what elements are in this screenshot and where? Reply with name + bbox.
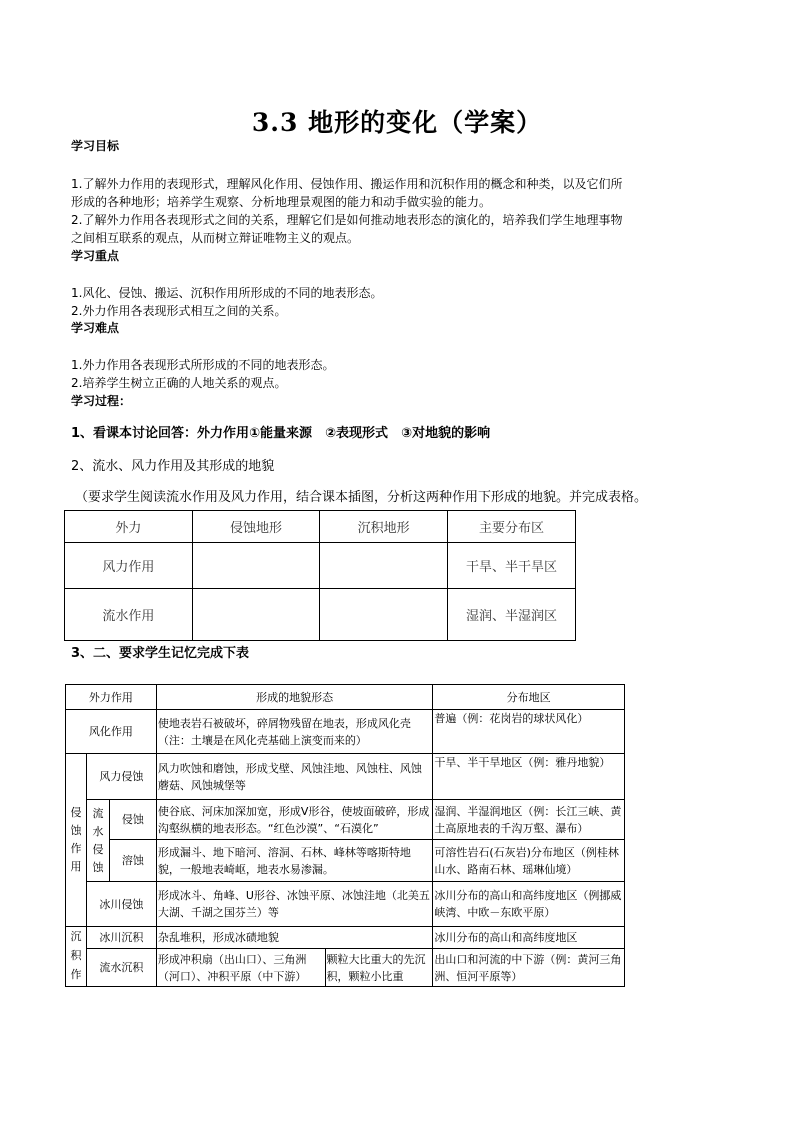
landform-table-2 [65,684,625,987]
table-cell: 湿润、半湿润区 [448,589,576,641]
difficulties-line-2: 2.培养学生树立正确的人地关系的观点。 [71,376,287,390]
table-header-cell: 外力 [65,511,193,543]
table-row [66,800,625,840]
table-header-cell: 形成的地貌形态 [156,685,432,710]
table-row [66,949,625,987]
water-deposition-label: 流水沉积 [86,949,156,987]
process-step-3: 3、二、要求学生记忆完成下表 [71,646,250,661]
key-points-line-2: 2.外力作用各表现形式相互之间的关系。 [71,304,287,318]
table-header-row [66,685,625,710]
goals-line-3: 2.了解外力作用各表现形式之间的关系，理解它们是如何推动地表形态的演化的，培养我们学生地理事物 [71,213,623,227]
page-title: 3.3 地形的变化（学案） [251,108,543,137]
goals-line-4: 之间相互联系的观点，从而树立辩证唯物主义的观点。 [71,231,360,245]
difficulties-heading: 学习难点 [71,321,120,335]
process-heading: 学习过程： [71,394,132,408]
water-deposition-landform-b: 颗粒大比重大的先沉积，颗粒小比重 [325,949,433,987]
table-cell: 流水作用 [65,589,193,641]
table-header-row [65,511,576,543]
weathering-label: 风化作用 [66,710,157,754]
table-cell-empty[interactable] [320,589,448,641]
table-cell: 风力作用 [65,543,193,589]
difficulties-line-1: 1.外力作用各表现形式所形成的不同的地表形态。 [71,358,335,372]
wind-erosion-landform: 风力吹蚀和磨蚀，形成戈壁、风蚀洼地、风蚀柱、风蚀蘑菇、风蚀城堡等 [156,754,432,800]
water-erosion-label: 流水侵蚀 [86,800,109,882]
weathering-area: 普遍（例：花岗岩的球状风化） [433,710,625,754]
table-row [66,927,625,949]
table-row [65,543,576,589]
key-points-line-1: 1.风化、侵蚀、搬运、沉积作用所形成的不同的地表形态。 [71,286,383,300]
water-erosion-area: 湿润、半湿润地区（例：长江三峡、黄土高原地表的千沟万壑、瀑布） [433,800,625,840]
table-header-cell: 侵蚀地形 [192,511,320,543]
deposition-label: 沉积作 [66,927,87,987]
glacier-deposition-area: 冰川分布的高山和高纬度地区 [433,927,625,949]
landform-table-1 [64,510,576,641]
glacier-erosion-area: 冰川分布的高山和高纬度地区（例挪威峡湾、中欧－东欧平原） [433,882,625,927]
wind-erosion-area: 干旱、半干旱地区（例：雅丹地貌） [433,754,625,800]
water-erosion-landform: 使谷底、河床加深加宽，形成V形谷，使坡面破碎，形成沟壑纵横的地表形态。“红色沙漠”、“石漠化” [156,800,432,840]
wind-erosion-label: 风力侵蚀 [86,754,156,800]
table-cell-empty[interactable] [320,543,448,589]
water-deposition-area: 出山口和河流的中下游（例：黄河三角洲、恒河平原等） [433,949,625,987]
table-row [66,754,625,800]
key-points-heading: 学习重点 [71,249,120,263]
erosion-label: 侵蚀作用 [66,754,87,927]
process-step-2: 2、流水、风力作用及其形成的地貌 [71,459,275,474]
table-header-cell: 主要分布区 [448,511,576,543]
goals-heading: 学习目标 [71,139,120,153]
dissolution-landform: 形成漏斗、地下暗河、溶洞、石林、峰林等喀斯特地貌，一般地表崎岖，地表水易渗漏。 [156,840,432,882]
water-deposition-landform-a: 形成冲积扇（出山口）、三角洲（河口）、冲积平原（中下游） [156,949,325,987]
table-header-cell: 分布地区 [433,685,625,710]
table-row [66,840,625,882]
glacier-deposition-landform: 杂乱堆积，形成冰碛地貌 [156,927,432,949]
table-cell-empty[interactable] [192,543,320,589]
water-erosion-sub-label: 侵蚀 [109,800,156,840]
weathering-landform: 使地表岩石被破坏，碎屑物残留在地表，形成风化壳（注：土壤是在风化壳基础上演变而来的） [156,710,432,754]
goals-line-2: 形成的各种地形；培养学生观察、分析地理景观图的能力和动手做实验的能力。 [71,195,492,209]
table-cell: 干旱、半干旱区 [448,543,576,589]
table-row [66,710,625,754]
process-step-2-note: （要求学生阅读流水作用及风力作用，结合课本插图，分析这两种作用下形成的地貌。并完成表格。 [75,490,648,505]
process-step-1: 1、看课本讨论回答：外力作用①能量来源 ②表现形式 ③对地貌的影响 [71,426,491,441]
glacier-erosion-landform: 形成冰斗、角峰、U形谷、冰蚀平原、冰蚀洼地（北美五大湖、千湖之国芬兰）等 [156,882,432,927]
dissolution-label: 溶蚀 [109,840,156,882]
table-header-cell: 沉积地形 [320,511,448,543]
table-row [66,882,625,927]
glacier-deposition-label: 冰川沉积 [86,927,156,949]
table-cell-empty[interactable] [192,589,320,641]
glacier-erosion-label: 冰川侵蚀 [86,882,156,927]
dissolution-area: 可溶性岩石(石灰岩)分布地区（例桂林山水、路南石林、瑶琳仙境） [433,840,625,882]
table-header-cell: 外力作用 [66,685,157,710]
table-row [65,589,576,641]
goals-line-1: 1.了解外力作用的表现形式，理解风化作用、侵蚀作用、搬运作用和沉积作用的概念和种类，以及它们所 [71,177,623,191]
